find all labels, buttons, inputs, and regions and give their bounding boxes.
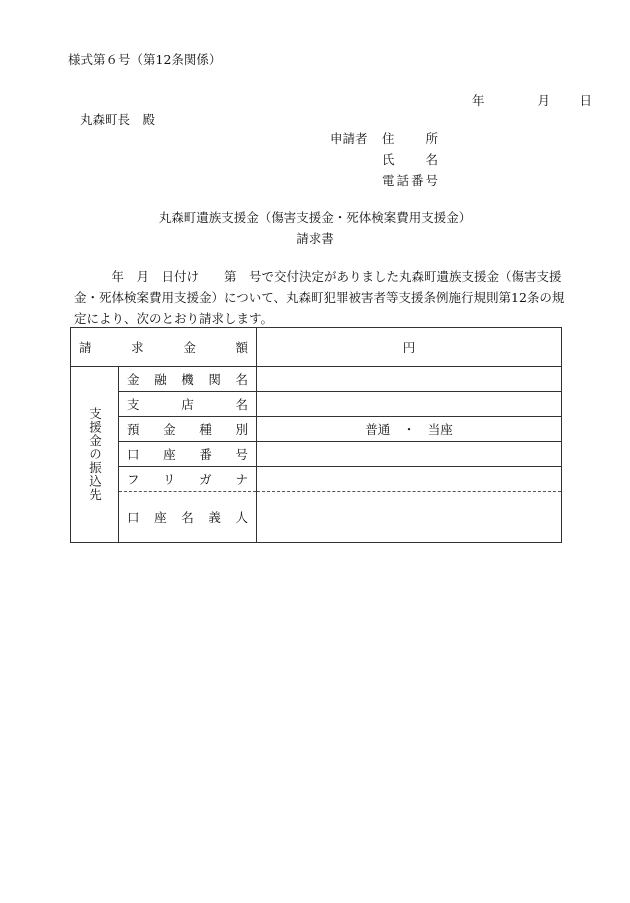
branch-name-field[interactable] — [257, 392, 562, 417]
date-month: 月 — [537, 93, 550, 108]
phone-label: 電話番号 — [382, 173, 438, 188]
account-number-field[interactable] — [257, 442, 562, 467]
deposit-type-field[interactable]: 普通 ・ 当座 — [257, 417, 562, 442]
claim-table — [70, 327, 562, 543]
account-holder-field[interactable] — [257, 492, 562, 543]
body-paragraph: 年 月 日付け 第 号で交付決定がありました丸森町遺族支援金（傷害支援金・死体検案費用支援金）について、丸森町犯罪被害者等支援条例施行規則第12条の規定により、次のとおり請求します。 — [74, 269, 565, 326]
account-holder-label: 口座名義人 — [119, 492, 257, 543]
bank-name-label: 金融機関名 — [119, 367, 257, 392]
transfer-destination-label: 支援金の振込先 — [71, 367, 119, 543]
date-year: 年 — [472, 93, 485, 108]
furigana-field[interactable] — [257, 467, 562, 492]
claim-amount-label: 請求金額 — [71, 328, 257, 367]
claim-amount-field[interactable]: 円 — [257, 328, 562, 367]
date-line — [472, 91, 592, 109]
address-label: 住所 — [382, 131, 438, 146]
branch-name-label: 支店名 — [119, 392, 257, 417]
applicant-label: 申請者 — [330, 131, 368, 146]
deposit-type-label: 預金種別 — [119, 417, 257, 442]
document-title: 丸森町遺族支援金（傷害支援金・死体検案費用支援金） — [158, 210, 472, 225]
applicant-block — [330, 131, 438, 194]
form-number: 様式第６号（第12条関係） — [68, 52, 222, 67]
document-subtitle: 請求書 — [296, 231, 334, 246]
bank-name-field[interactable] — [257, 367, 562, 392]
name-label: 氏名 — [382, 152, 438, 167]
addressee: 丸森町長 殿 — [80, 112, 156, 127]
date-day: 日 — [579, 93, 592, 108]
account-number-label: 口座番号 — [119, 442, 257, 467]
furigana-label: フリガナ — [119, 467, 257, 492]
